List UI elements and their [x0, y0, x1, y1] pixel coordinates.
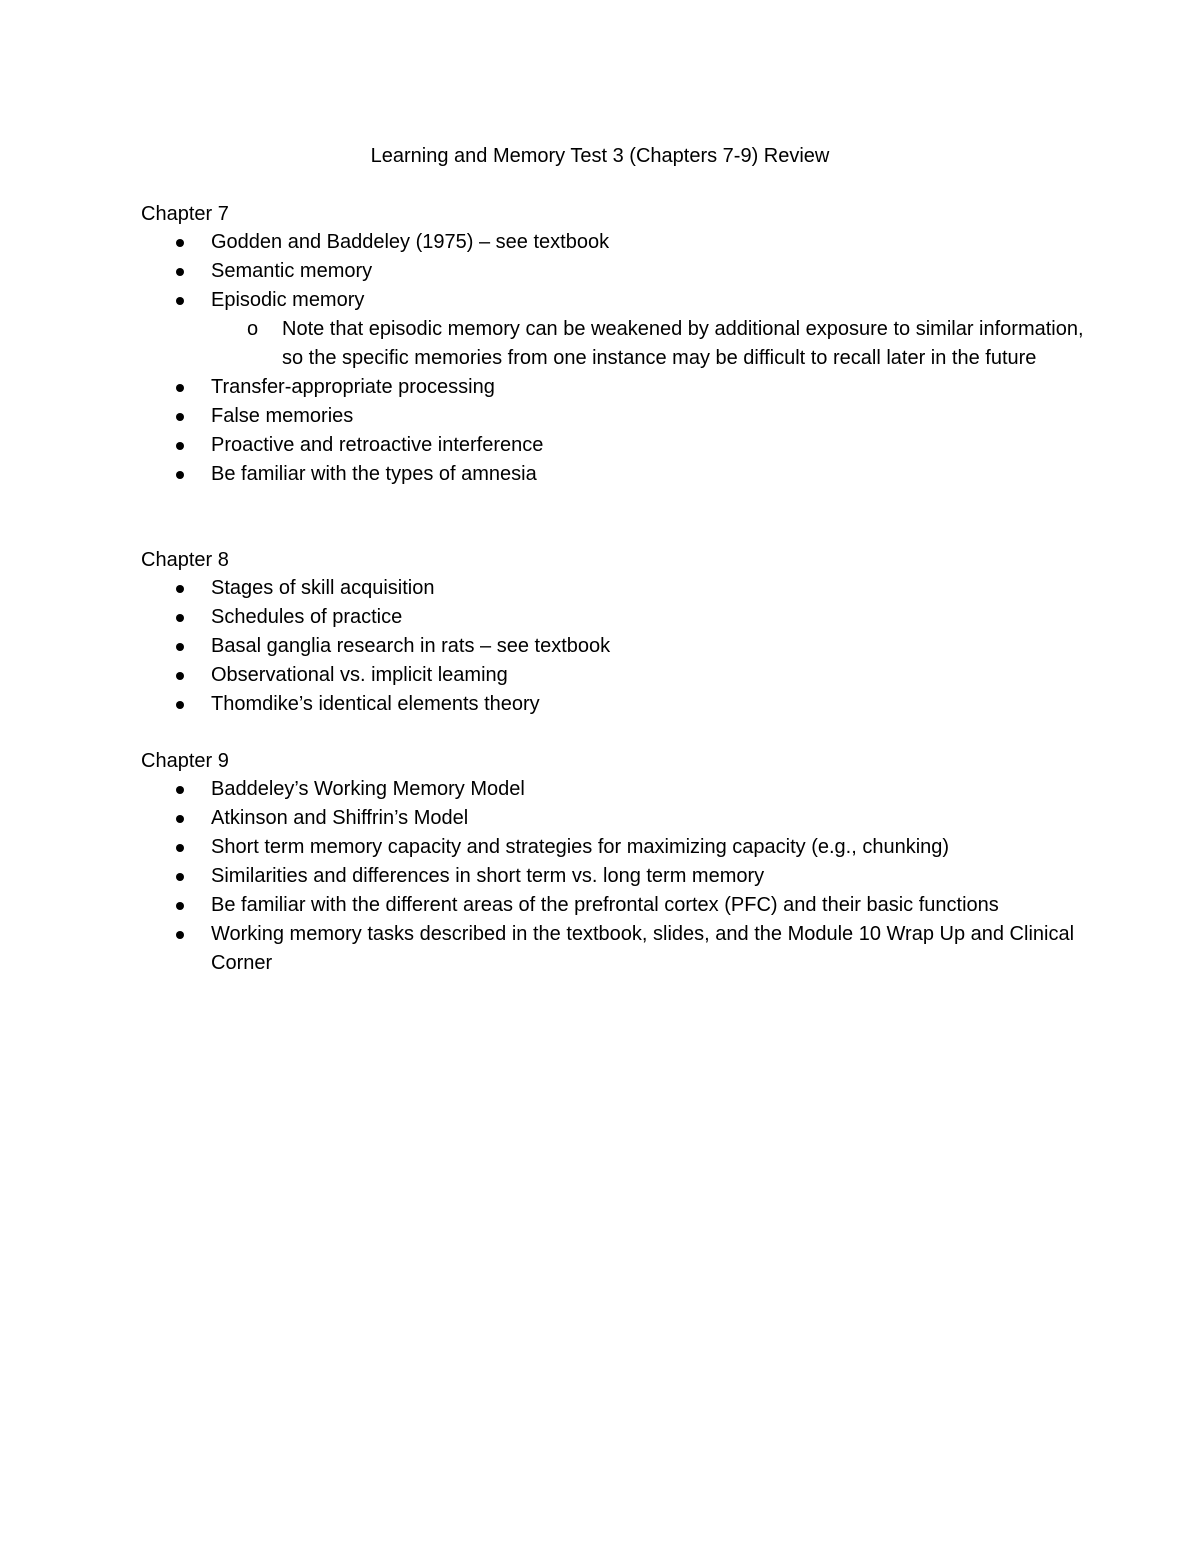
chapter-8-heading: Chapter 8: [141, 549, 229, 571]
list-item: [141, 804, 1101, 833]
chapter-7-heading: Chapter 7: [141, 203, 229, 225]
list-item: [141, 286, 1101, 315]
list-item: [141, 228, 1101, 257]
sub-list-container: [141, 315, 1101, 373]
list-item-text: Godden and Baddeley (1975) – see textbook: [211, 231, 610, 253]
list-item: [141, 460, 1101, 489]
list-item: [141, 690, 1101, 719]
list-item: [141, 891, 1101, 920]
sub-list-item-text: Note that episodic memory can be weakened by additional exposure to similar information, so the specific memories from one instance may be difficult to recall later in the future: [282, 318, 1084, 369]
bullet-dot-icon: [176, 643, 184, 651]
list-item-text: Observational vs. implicit leaming: [211, 664, 508, 686]
list-item: [141, 257, 1101, 286]
list-item: [141, 862, 1101, 891]
bullet-dot-icon: [176, 471, 184, 479]
list-item: [141, 632, 1101, 661]
list-item: [141, 775, 1101, 804]
chapter-9-list: [141, 775, 1101, 978]
list-item: [141, 833, 1101, 862]
list-item: [141, 373, 1101, 402]
document-title: Learning and Memory Test 3 (Chapters 7-9) Review: [370, 145, 830, 167]
list-item: [141, 402, 1101, 431]
bullet-dot-icon: [176, 585, 184, 593]
bullet-dot-icon: [176, 614, 184, 622]
list-item-text: Basal ganglia research in rats – see textbook: [211, 635, 611, 657]
list-item-text: Be familiar with the types of amnesia: [211, 463, 537, 485]
bullet-dot-icon: [176, 844, 184, 852]
list-item-text: Atkinson and Shiffrin’s Model: [211, 807, 469, 829]
list-item: [141, 603, 1101, 632]
bullet-dot-icon: [176, 701, 184, 709]
list-item-text: Stages of skill acquisition: [211, 577, 435, 599]
bullet-dot-icon: [176, 931, 184, 939]
chapter-9-heading: Chapter 9: [141, 750, 229, 772]
list-item-text: Short term memory capacity and strategies for maximizing capacity (e.g., chunking): [211, 836, 950, 858]
list-item-text: Proactive and retroactive interference: [211, 434, 544, 456]
bullet-dot-icon: [176, 873, 184, 881]
list-item-text: Working memory tasks described in the textbook, slides, and the Module 10 Wrap Up and Clinical Corner: [211, 923, 1075, 974]
bullet-dot-icon: [176, 384, 184, 392]
list-item: [141, 431, 1101, 460]
bullet-dot-icon: [176, 239, 184, 247]
list-item-text: Schedules of practice: [211, 606, 403, 628]
sub-bullet-marker-icon: o: [247, 318, 259, 340]
list-item-text: Baddeley’s Working Memory Model: [211, 778, 525, 800]
list-item-text: Episodic memory: [211, 289, 365, 311]
bullet-dot-icon: [176, 815, 184, 823]
episodic-memory-sub-list: [141, 315, 1101, 373]
chapter-7-section: [141, 200, 1101, 489]
list-item: [141, 574, 1101, 603]
bullet-dot-icon: [176, 786, 184, 794]
bullet-dot-icon: [176, 297, 184, 305]
chapter-7-list: [141, 228, 1101, 489]
list-item: [141, 920, 1101, 978]
list-item-text: Transfer-appropriate processing: [211, 376, 495, 398]
list-item-text: False memories: [211, 405, 354, 427]
chapter-9-section: [141, 747, 1101, 978]
bullet-dot-icon: [176, 442, 184, 450]
list-item-text: Semantic memory: [211, 260, 373, 282]
chapter-8-section: [141, 546, 1101, 719]
list-item: [141, 661, 1101, 690]
list-item-text: Be familiar with the different areas of the prefrontal cortex (PFC) and their basic functions: [211, 894, 999, 916]
list-item-text: Similarities and differences in short term vs. long term memory: [211, 865, 765, 887]
chapter-8-list: [141, 574, 1101, 719]
list-item-text: Thomdike’s identical elements theory: [211, 693, 540, 715]
sub-list-item: [141, 315, 1101, 373]
bullet-dot-icon: [176, 902, 184, 910]
bullet-dot-icon: [176, 413, 184, 421]
bullet-dot-icon: [176, 268, 184, 276]
bullet-dot-icon: [176, 672, 184, 680]
